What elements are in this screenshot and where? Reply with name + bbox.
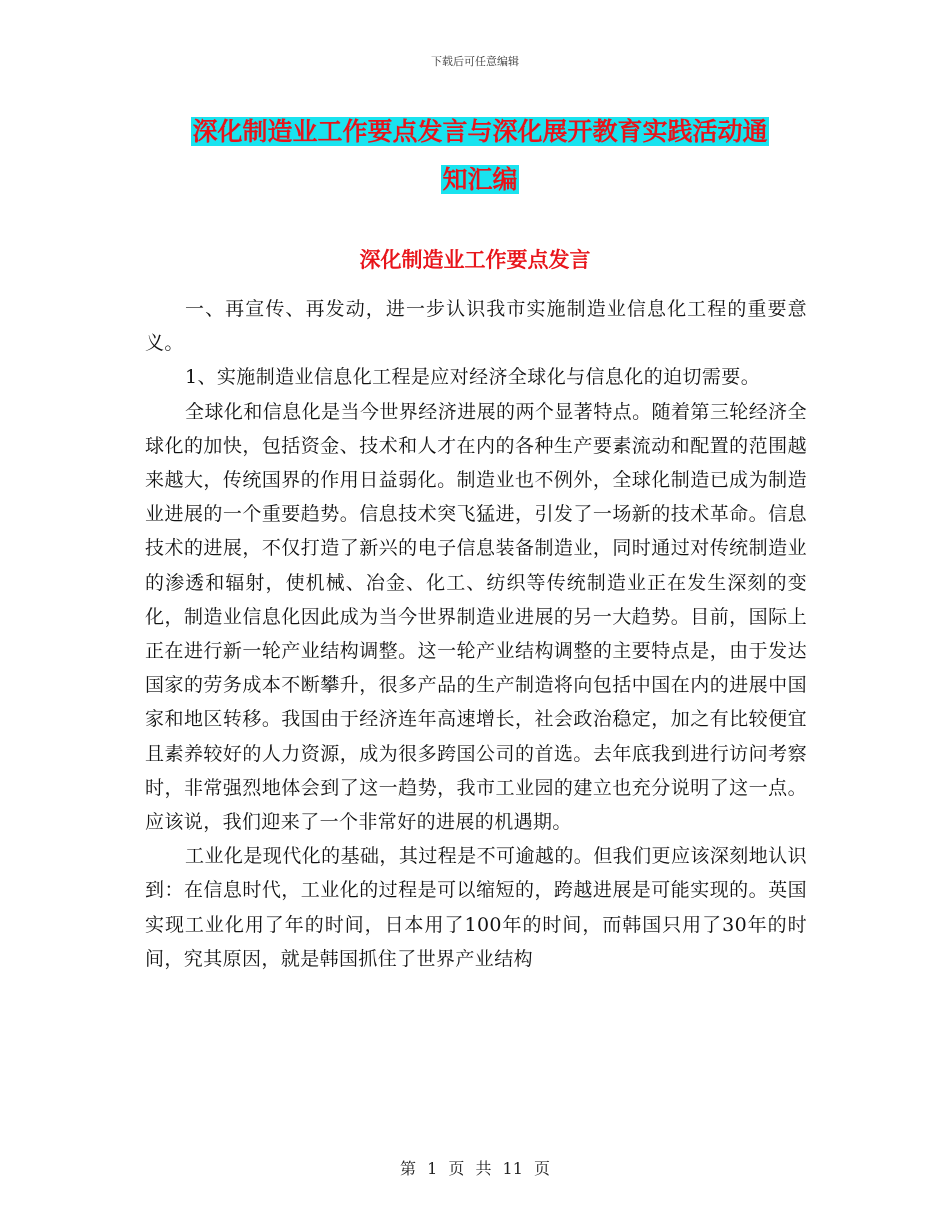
title-line-2: 知汇编 bbox=[442, 165, 518, 194]
document-title bbox=[150, 108, 810, 204]
paragraph: 全球化和信息化是当今世界经济进展的两个显著特点。随着第三轮经济全球化的加快，包括资金、技术和人才在内的各种生产要素流动和配置的范围越来越大，传统国界的作用日益弱化。制造业也不例外，全球化制造已成为制造业进展的一个重要趋势。信息技术突飞猛进，引发了一场新的技术革命。信息技术的进展，不仅打造了新兴的电子信息装备制造业，同时通过对传统制造业的渗透和辐射，使机械、冶金、化工、纺织等传统制造业正在发生深刻的变化，制造业信息化因此成为当今世界制造业进展的另一大趋势。目前，国际上正在进行新一轮产业结构调整。这一轮产业结构调整的主要特点是，由于发达国家的劳务成本不断攀升，很多产品的生产制造将向包括中国在内的进展中国家和地区转移。我国由于经济连年高速增长，社会政治稳定，加之有比较便宜且素养较好的人力资源，成为很多跨国公司的首选。去年底我到进行访问考察时，非常强烈地体会到了这一趋势，我市工业园的建立也充分说明了这一点。应该说，我们迎来了一个非常好的进展的机遇期。 bbox=[145, 400, 807, 834]
paragraph: 1、实施制造业信息化工程是应对经济全球化与信息化的迫切需要。 bbox=[185, 366, 761, 389]
paragraph: 工业化是现代化的基础，其过程是不可逾越的。但我们更应该深刻地认识到：在信息时代，工业化的过程是可以缩短的，跨越进展是可能实现的。英国实现工业化用了年的时间，日本用了100年的时间，而韩国只用了30年的时间，究其原因，就是韩国抓住了世界产业结构 bbox=[145, 845, 807, 970]
page-footer: 第 1 页 共 11 页 bbox=[400, 1159, 550, 1178]
body-text bbox=[145, 292, 807, 976]
section-title: 深化制造业工作要点发言 bbox=[359, 247, 591, 272]
title-line-1: 深化制造业工作要点发言与深化展开教育实践活动通 bbox=[192, 117, 768, 146]
paragraph: 一、再宣传、再发动，进一步认识我市实施制造业信息化工程的重要意义。 bbox=[145, 298, 807, 355]
header-note: 下载后可任意编辑 bbox=[431, 55, 519, 68]
